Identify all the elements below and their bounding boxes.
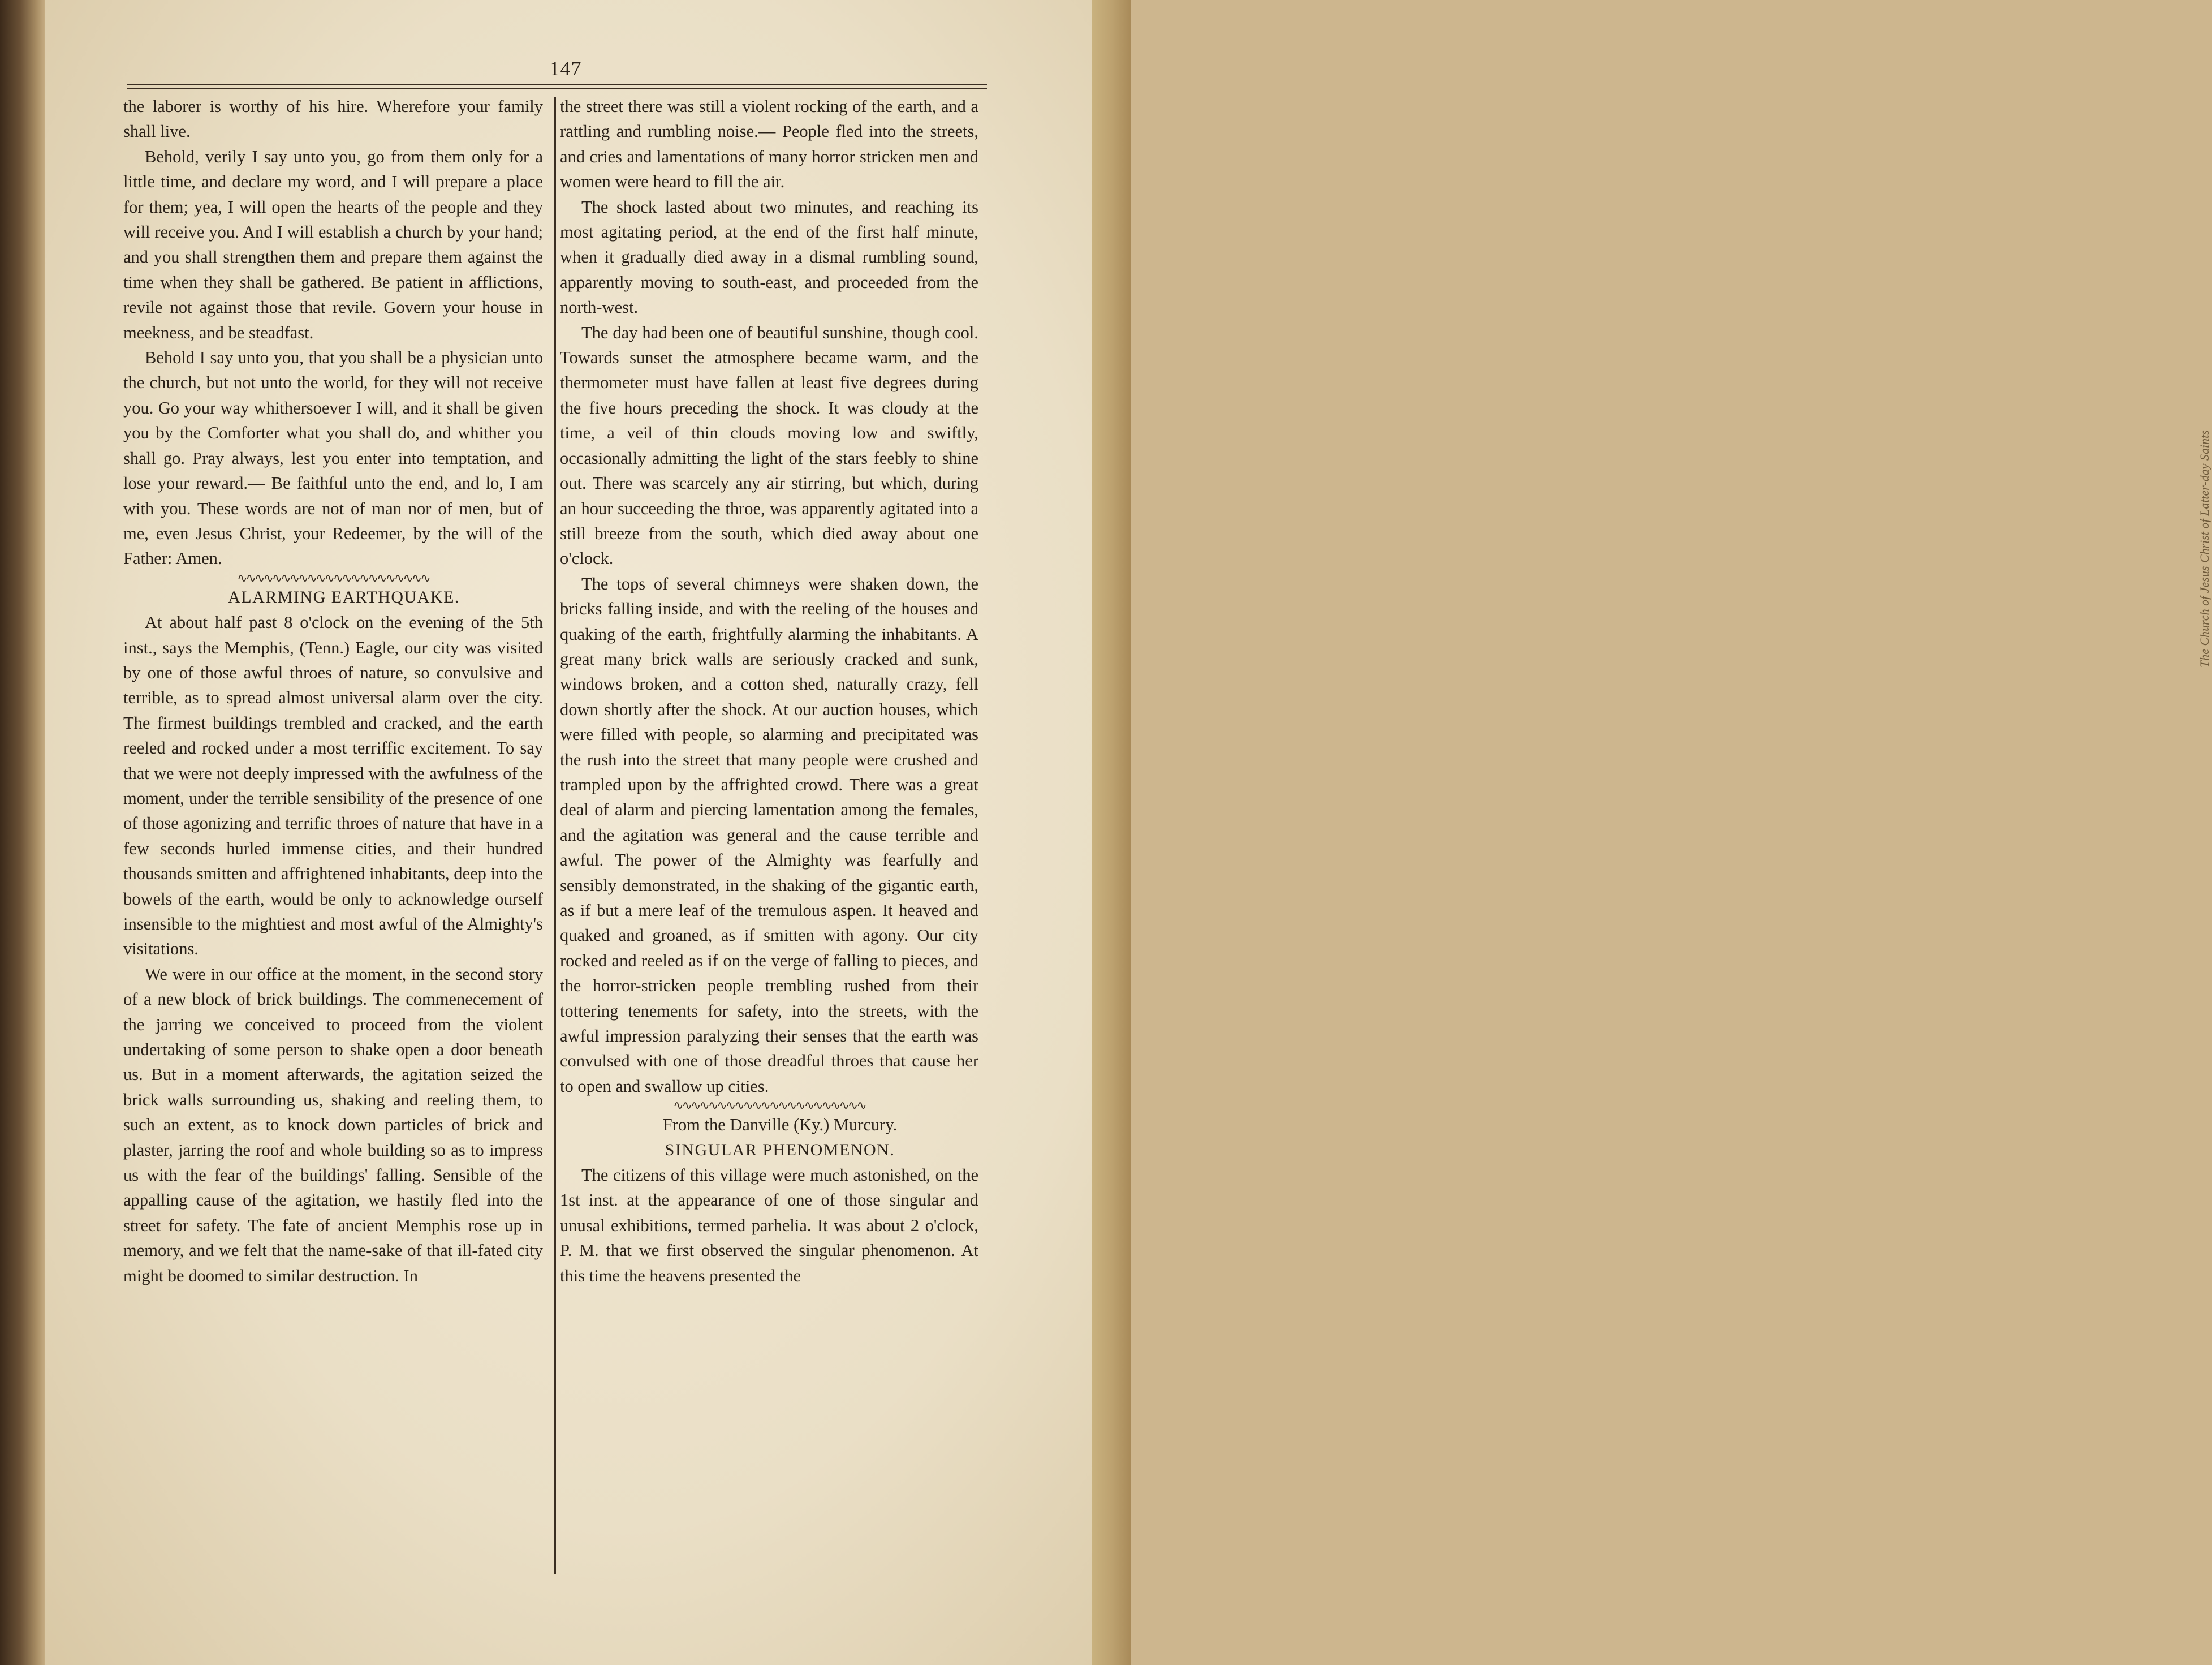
adjacent-page-edge <box>1092 0 2211 1665</box>
paragraph: the laborer is worthy of his hire. Wherefore your family shall live. <box>123 97 543 141</box>
source-credit: From the Danville (Ky.) Murcury. <box>662 1115 898 1135</box>
header-rule <box>127 84 987 89</box>
paragraph: The day had been one of beautiful sunshine, though cool. Towards sunset the atmosphere became warm, and the thermometer must have fallen at least five degrees during the five hours preceding the shock. It was cloudy at the time, a veil of thin clouds moving low and swiftly, occasionally admitting the light of the stars feebly to shine out. There was scarcely any air stirring, but which, during an hour succeeding the throe, was apparently agitated into a still breeze from the south, which died away about one o'clock. <box>560 322 978 569</box>
ornament-divider: ∿∿∿∿∿∿∿∿∿∿∿∿∿∿∿∿∿∿∿∿∿∿ <box>673 1098 865 1113</box>
paragraph: Behold I say unto you, that you shall be a physician unto the church, but not unto the world, for they will not receive you. Go your way whithersoever I will, and it shall be given you by the Comforter what you shall do, and whither you shall go. Pray always, lest you enter into temptation, and lose your reward.— Be faithful unto the end, and lo, I am with you. These words are not of man nor of men, but of me, even Jesus Christ, your Redeemer, by the will of the Father: Amen. <box>123 348 543 569</box>
article-heading: ALARMING EARTHQUAKE. <box>228 587 460 606</box>
left-column <box>123 94 543 1288</box>
article-heading: SINGULAR PHENOMENON. <box>665 1140 895 1159</box>
paragraph: The shock lasted about two minutes, and reaching its most agitating period, at the end of the first half minute, when it gradually died away in a dismal rumbling sound, apparently moving to south-east, and proceeded from the north-west. <box>560 197 978 317</box>
right-column <box>560 94 978 1288</box>
spine-imprint: The Church of Jesus Christ of Latter-day Saints <box>2197 430 2211 668</box>
paragraph: At about half past 8 o'clock on the evening of the 5th inst., says the Memphis, (Tenn.) Eagle, our city was visited by one of those awful throes of nature, so convulsive and terrible, as to spread almost universal alarm over the city. The firmest buildings trembled and cracked, and the earth reeled and rocked under a most terriffic excitement. To say that we were not deeply impressed with the awfulness of the moment, under the terrible sensibility of the presence of one of those agonizing and terrific throes of nature that have in a few seconds hurled immense cities, and their hundred thousands smitten and affrightened inhabitants, deep into the bowels of the earth, would be only to acknowledge ourself insensible to the mightiest and most awful of the Almighty's visitations. <box>123 613 543 959</box>
ornament-divider: ∿∿∿∿∿∿∿∿∿∿∿∿∿∿∿∿∿∿∿∿∿∿ <box>237 570 429 585</box>
paragraph: The tops of several chimneys were shaken down, the bricks falling inside, and with the reeling of the houses and quaking of the earth, frightfully alarming the inhabitants. A great many brick walls are seriously cracked and sunk, windows broken, and a cotton shed, naturally crazy, fell down shortly after the shock. At our auction houses, which were filled with people, so alarming and precipitated was the rush into the street that many people were crushed and trampled upon by the affrighted crowd. There was a great deal of alarm and piercing lamentation among the females, and the agitation was general and the cause terrible and awful. The power of the Almighty was fearfully and sensibly demonstrated, in the shaking of the gigantic earth, as if but a mere leaf of the tremulous aspen. It heaved and quaked and groaned, as if smitten with agony. Our city rocked and reeled as if on the verge of falling to pieces, and the horror-stricken people trembling rushed from their tottering tenements for safety, into the streets, with the awful impression paralyzing their senses that the earth was convulsed with one of those dreadful throes that cause her to open and swallow up cities. <box>560 574 978 1096</box>
book-binding <box>0 0 45 1665</box>
page-number: 147 <box>549 57 582 80</box>
paragraph: We were in our office at the moment, in the second story of a new block of brick buildings. The commenecement of the jarring we conceived to proceed from the violent undertaking of some person to shake open a door beneath us. But in a moment afterwards, the agitation seized the brick walls surrounding us, shaking and reeling them, to such an extent, as to knock down particles of brick and plaster, jarring the roof and whole building so as to impress us with the fear of the buildings' falling. Sensible of the appalling cause of the agitation, we hastily fled into the street for safety. The fate of ancient Memphis rose up in memory, and we felt that the name-sake of that ill-fated city might be doomed to similar destruction. In <box>123 964 543 1285</box>
paragraph: the street there was still a violent rocking of the earth, and a rattling and rumbling noise.— People fled into the streets, and cries and lamentations of many horror stricken men and women were heard to fill the air. <box>560 97 978 192</box>
paragraph: Behold, verily I say unto you, go from them only for a little time, and declare my word, and I will prepare a place for them; yea, I will open the hearts of the people and they will receive you. And I will establish a church by your hand; and you shall strengthen them and prepare them against the time when they shall be gathered. Be patient in afflictions, revile not against those that revile. Govern your house in meekness, and be steadfast. <box>123 147 543 342</box>
paragraph: The citizens of this village were much astonished, on the 1st inst. at the appearance of one of those singular and unusal exhibitions, termed parhelia. It was about 2 o'clock, P. M. that we first observed the singular phenomenon. At this time the heavens presented the <box>560 1165 978 1285</box>
column-divider <box>554 97 556 1574</box>
